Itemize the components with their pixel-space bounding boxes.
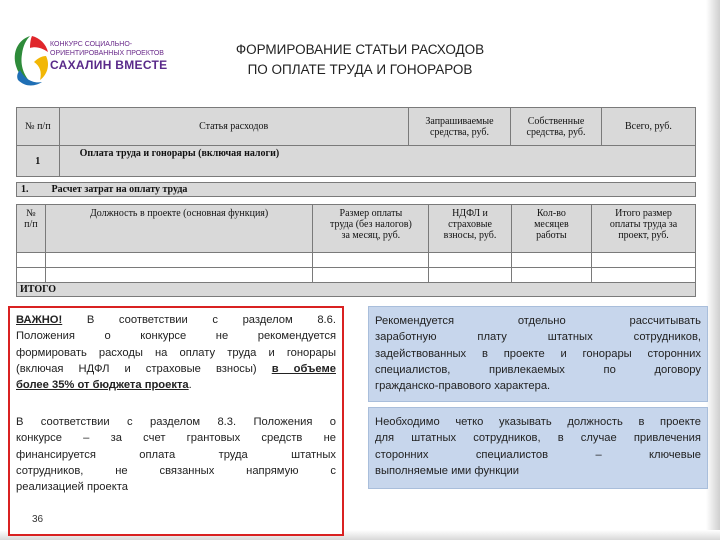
salary-table — [16, 204, 696, 297]
col-requested-header: Запрашиваемые средства, руб. — [408, 108, 511, 146]
red-p1-line-3: формировать расходы на оплату труда и гонорары — [16, 346, 336, 359]
col-own-header: Собственные средства, руб. — [511, 108, 602, 146]
page-shadow-right — [706, 0, 720, 540]
recommendation-box — [368, 306, 708, 402]
section-label: Расчет затрат на оплату труда — [51, 184, 188, 195]
table-footer-row — [17, 283, 696, 297]
table-row — [17, 268, 696, 283]
col-total-header: Всего, руб. — [601, 108, 695, 146]
t2-col-num-header: № п/п — [17, 205, 46, 253]
important-note-box — [8, 306, 344, 536]
blue1-line-1: Рекомендуется отдельно рассчитывать — [375, 315, 701, 327]
section-row-cell — [17, 183, 696, 197]
blue1-line-3: задействованных в проекте и гонорары сторонних — [375, 347, 701, 360]
red-p2-line-4: сотрудников, не связанных напрямую с — [16, 464, 336, 477]
red-p1-line-5: более 35% от бюджета проекта. — [16, 379, 192, 392]
col-num-header: № п/п — [17, 108, 60, 146]
title-line-2: ПО ОПЛАТЕ ТРУДА И ГОНОРАРОВ — [247, 62, 473, 77]
t2-col-total-header: Итого размер оплаты труда за проект, руб. — [592, 205, 696, 253]
blue2-line-2: для штатных сотрудников, в случае привлечения — [375, 432, 701, 445]
red-p1-line-1: ВАЖНО! В соответствии с разделом 8.6. — [16, 314, 336, 326]
red-p1-line-4: (включая НДФЛ и страховые взносы) в объеме — [16, 362, 336, 375]
blue2-line-1: Необходимо четко указывать должность в проекте — [375, 416, 701, 428]
section-num: 1. — [21, 184, 29, 195]
page-number: 36 — [32, 514, 44, 525]
row-1-label: Оплата труда и гонорары (включая налоги) — [59, 146, 695, 177]
logo-line-1: КОНКУРС СОЦИАЛЬНО- — [50, 41, 133, 48]
logo-line-2: ОРИЕНТИРОВАННЫХ ПРОЕКТОВ — [50, 50, 164, 57]
blue2-line-4: выполняемые ими функции — [375, 464, 520, 477]
title-line-1: ФОРМИРОВАНИЕ СТАТЬИ РАСХОДОВ — [235, 42, 485, 57]
blue1-line-5: гражданско-правового характера. — [375, 380, 551, 393]
red-p2-line-1: В соответствии с разделом 8.3. Положения о — [16, 416, 336, 428]
blue1-line-4: специалистов, привлекаемых по договору — [375, 363, 701, 376]
table-row — [17, 253, 696, 268]
red-p1-line-2: Положения о конкурсе не рекомендуется — [16, 330, 336, 343]
page-title — [180, 40, 540, 80]
red-p2-line-3: финансируется оплата труда штатных — [16, 448, 336, 461]
blue2-line-3: сторонних специалистов – ключевые — [375, 448, 701, 461]
red-p2-line-2: конкурсе – за счет грантовых средств не — [16, 432, 336, 445]
position-note-box — [368, 407, 708, 489]
logo-emblem-icon — [10, 30, 54, 90]
t2-col-position-header: Должность в проекте (основная функция) — [45, 205, 313, 253]
row-1-num: 1 — [17, 146, 60, 177]
col-item-header: Статья расходов — [59, 108, 408, 146]
logo — [10, 30, 168, 90]
red-p2-line-5: реализацией проекта — [16, 481, 128, 494]
section-row — [16, 182, 696, 197]
t2-col-salary-header: Размер оплаты труда (без налогов) за месяц, руб. — [313, 205, 429, 253]
budget-header-table — [16, 107, 696, 177]
logo-brand: САХАЛИН ВМЕСТЕ — [50, 58, 168, 72]
t2-col-tax-header: НДФЛ и страховые взносы, руб. — [429, 205, 511, 253]
blue1-line-2: заработную плату штатных сотрудников, — [375, 331, 701, 344]
total-label: ИТОГО — [17, 283, 696, 297]
t2-col-months-header: Кол-во месяцев работы — [511, 205, 591, 253]
